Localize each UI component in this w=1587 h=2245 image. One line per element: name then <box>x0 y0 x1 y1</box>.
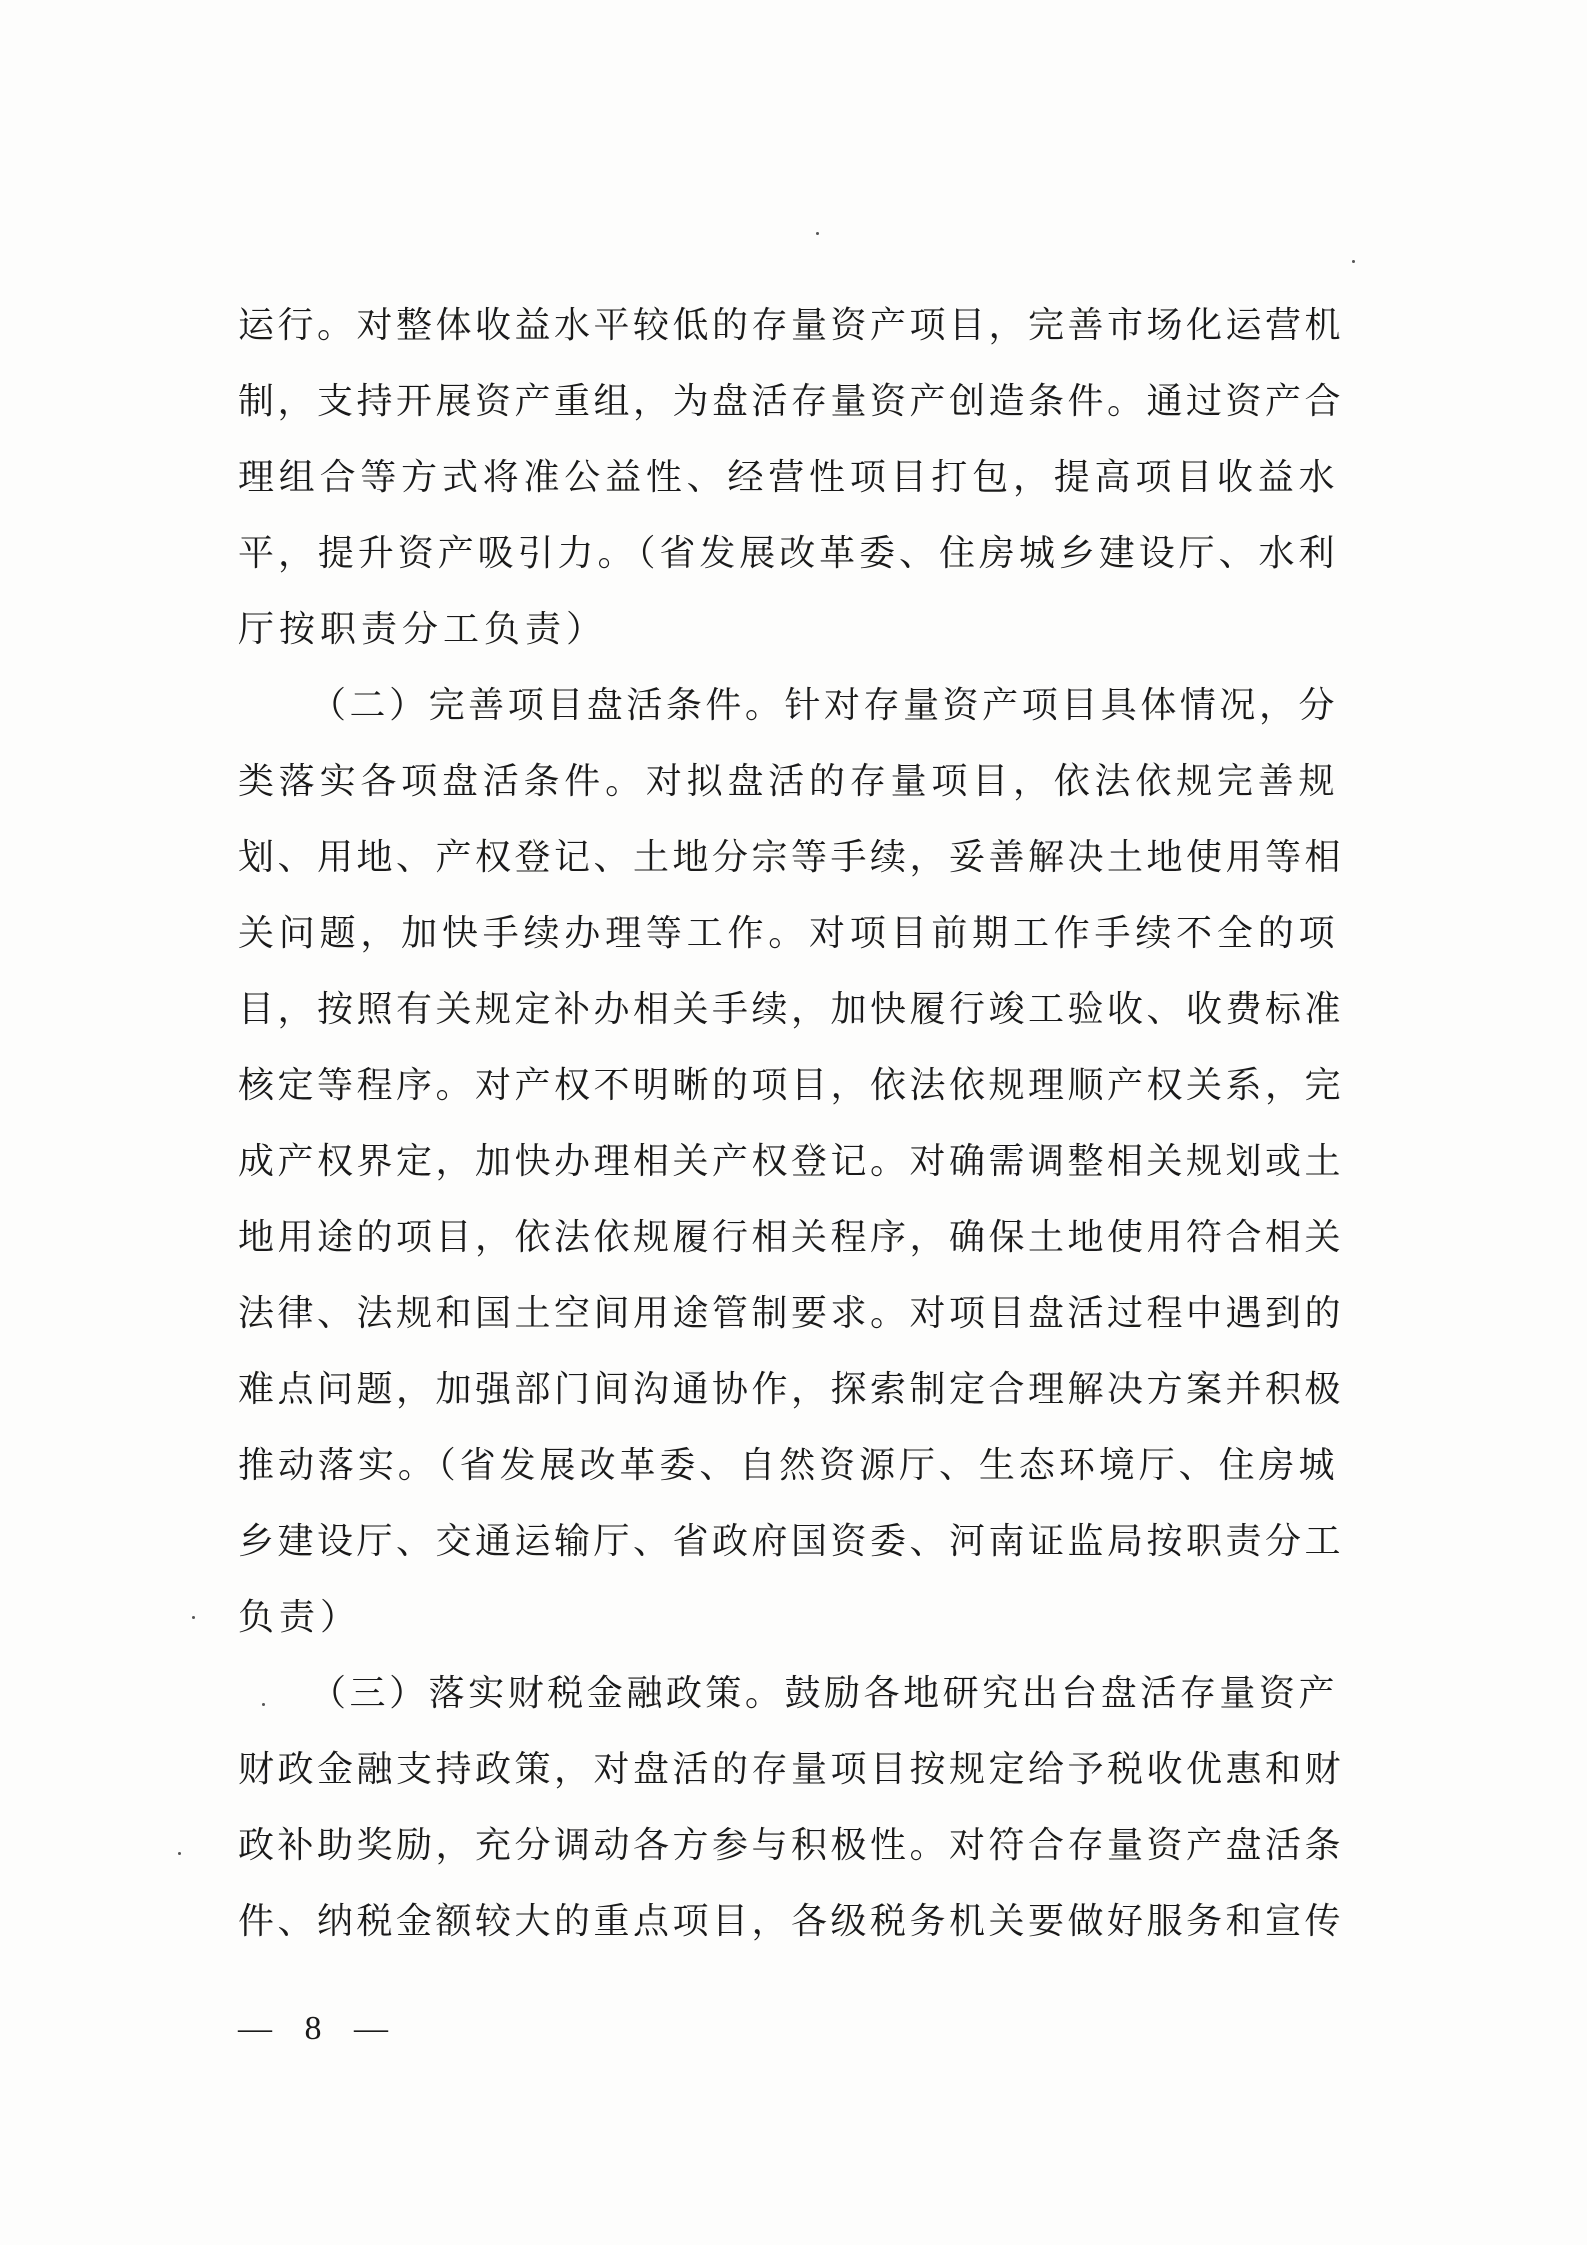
text-line: 制，支持开展资产重组，为盘活存量资产创造条件。通过资产合 <box>238 381 1345 422</box>
text-line: 平，提升资产吸引力。（省发展改革委、住房城乡建设厅、水利 <box>238 533 1338 574</box>
scan-speck <box>816 232 819 235</box>
text-line: 目，按照有关规定补办相关手续，加快履行竣工验收、收费标准 <box>238 989 1345 1030</box>
text-line: 推动落实。（省发展改革委、自然资源厅、生态环境厅、住房城 <box>238 1445 1338 1486</box>
scan-speck <box>178 1852 181 1855</box>
scan-speck <box>262 1703 265 1706</box>
text-line: 运行。对整体收益水平较低的存量资产项目，完善市场化运营机 <box>238 305 1345 346</box>
page-number: — 8 — <box>238 2010 400 2047</box>
scan-speck <box>1352 260 1355 263</box>
body-text <box>238 288 1345 1960</box>
paragraph-heading-line: （三）落实财税金融政策。鼓励各地研究出台盘活存量资产 <box>310 1673 1338 1714</box>
text-line: 划、用地、产权登记、土地分宗等手续，妥善解决土地使用等相 <box>238 837 1345 878</box>
text-line: 厅按职责分工负责） <box>238 609 608 650</box>
text-line: 负责） <box>238 1597 362 1638</box>
text-line: 类落实各项盘活条件。对拟盘活的存量项目，依法依规完善规 <box>238 761 1338 802</box>
scan-speck <box>192 1616 195 1619</box>
text-line: 件、纳税金额较大的重点项目，各级税务机关要做好服务和宣传 <box>238 1901 1345 1942</box>
text-line: 核定等程序。对产权不明晰的项目，依法依规理顺产权关系，完 <box>238 1065 1345 1106</box>
text-line: 难点问题，加强部门间沟通协作，探索制定合理解决方案并积极 <box>238 1369 1345 1410</box>
paragraph-heading-line: （二）完善项目盘活条件。针对存量资产项目具体情况，分 <box>310 685 1338 726</box>
text-line: 财政金融支持政策，对盘活的存量项目按规定给予税收优惠和财 <box>238 1749 1345 1790</box>
text-line: 成产权界定，加快办理相关产权登记。对确需调整相关规划或土 <box>238 1141 1345 1182</box>
text-line: 乡建设厅、交通运输厅、省政府国资委、河南证监局按职责分工 <box>238 1521 1345 1562</box>
text-line: 地用途的项目，依法依规履行相关程序，确保土地使用符合相关 <box>238 1217 1345 1258</box>
text-line: 关问题，加快手续办理等工作。对项目前期工作手续不全的项 <box>238 913 1338 954</box>
text-line: 理组合等方式将准公益性、经营性项目打包，提高项目收益水 <box>238 457 1338 498</box>
text-line: 政补助奖励，充分调动各方参与积极性。对符合存量资产盘活条 <box>238 1825 1345 1866</box>
text-line: 法律、法规和国土空间用途管制要求。对项目盘活过程中遇到的 <box>238 1293 1345 1334</box>
